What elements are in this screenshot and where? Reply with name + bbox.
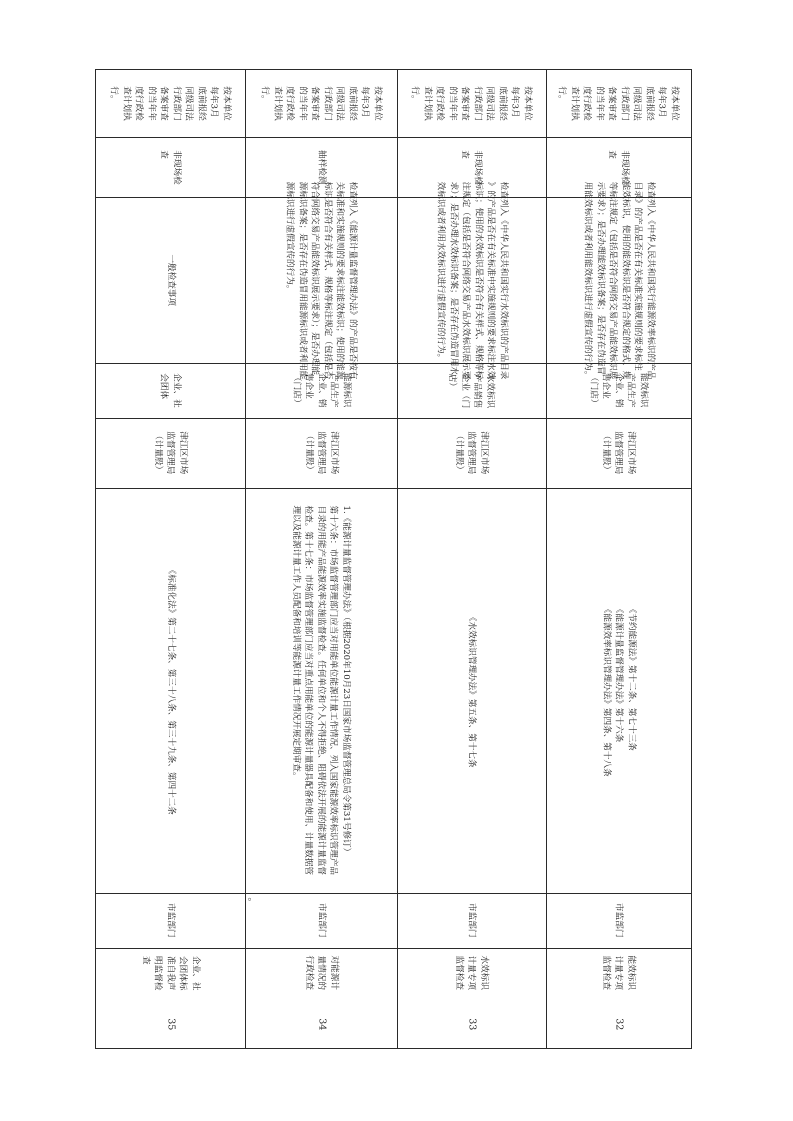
- row-34-frequency: 按本单位 每年3月 底前报经 同级司法 行政部门 备案审查 的当年年 度行政检 查计划执 行。: [259, 86, 383, 121]
- row-35-item: 企业、社 会团体标 准自我声 明监督检 查: [140, 955, 201, 991]
- row-33-content: 检查列入《中华人民共和国实行水效标识的产品目录 》的产品是否在有关标准中实施规则的要求标注水效 标识；使用的水效标识是否符合有关样式、规格等标 注规定（包括是否符合网络交易产品水效标识展示要 求）；是否办理水效标识备案；是否存在伪造冒用水 效标识或者利用水效标识进行虚假宣传的行为。: [435, 181, 509, 379]
- row-32-object: 能效标识 产品生产 企业、销 售企业 （门店）: [588, 373, 649, 408]
- row-34-method: 抽样检测: [316, 149, 327, 185]
- row-35-object: 企业、社 会团体: [159, 373, 182, 408]
- row-32-item: 能效标识 计量专项 监督检查: [601, 955, 637, 991]
- row-33-dept: 市监部门: [466, 903, 477, 938]
- inspection-table: [95, 69, 692, 1049]
- row-32-body: 津江区市场 监督管理局 （计量股）: [601, 431, 637, 475]
- row-33-number: 33: [466, 1017, 478, 1031]
- row-34-body: 津江区市场 监督管理局 （计量股）: [303, 431, 339, 475]
- row-34-number: 34: [316, 1017, 328, 1031]
- row-33-body: 津江区市场 监督管理局 （计量股）: [454, 431, 490, 475]
- row-35-frequency: 按本单位 每年3月 底前报经 同级司法 行政部门 备案审查 的当年年 度行政检 查计划执 行。: [109, 86, 232, 121]
- row-32-content: 检查列入《中华人民共和国实行能源效率标识的产品 目录》的产品是否在有关标准实施规则的要求标注 能效标识，使用的能效标识是否符合规定的格式、规 等标注规定（包括是否符合网络交易产品能效标识展 示要求）；是否办理能效标识备案；是否存在伪造冒 用能效标识或者利用能效标识进行虚假宣传的行为。: [582, 181, 656, 379]
- row-34-item: 对能源计 量情况的 行政检查: [303, 955, 339, 991]
- row-33-item: 水效标识 计量专项 监督检查: [454, 955, 490, 991]
- row-34-object: 能源标识 产品生产 企业、销 售企业 （门店）: [291, 373, 352, 408]
- row-32-number: 32: [613, 1017, 625, 1031]
- row-35-dept: 市监部门: [165, 903, 176, 938]
- row-33-object: 水效标识 产品销售 企业（门 店）: [447, 373, 496, 408]
- row-35-body: 津江区市场 监督管理局 （计量股）: [153, 431, 189, 475]
- row-34-dept: 市监部门: [316, 903, 327, 938]
- row-33-method: 非现场检 查: [460, 149, 483, 185]
- footnote-mark: 。: [246, 897, 258, 907]
- row-32-basis: 《节约能源法》第十二条、第七十三条 《能源计量监督管理办法》第十六条 《能源效率标识管理办法》第四条、第十八条: [601, 604, 637, 777]
- row-35-content: 一般检查事项: [165, 254, 176, 306]
- row-32-method: 非现场检 查: [607, 149, 630, 185]
- row-32-frequency: 按本单位 每年3月 底前报经 同级司法 行政部门 备案审查 的当年年 度行政检 查计划执 行。: [557, 86, 680, 121]
- row-33-frequency: 按本单位 每年3月 底前报经 同级司法 行政部门 备案审查 的当年年 度行政检 查计划执 行。: [410, 86, 533, 121]
- row-33-basis: 《水效标识管理办法》第五条、第十七条: [466, 613, 477, 768]
- row-34-basis: 1.《能源计量监督管理办法》（根据2020年10月23日国家市场监督管理总局令第31号修订） 第十六条：市场监督管理部门应当对用能单位能源计量工作情况、列入国家能源效率标识管理产品 目录的用能产品能源效率实施监督检查。任何单位和个人不得拒绝、阻碍依法开展的能源计量监督 检查。第十七条：市场监督管理部门应当对重点用能单位的能源计量器具配备和使用、计量数据管 理以及能源计量工作人员配备和培训等能源计量工作情况开展定期审查。: [291, 505, 352, 876]
- row-32-dept: 市监部门: [613, 903, 624, 938]
- row-35-basis: 《标准化法》第二十七条、第三十八条、第三十九条、第四十二条: [165, 565, 176, 816]
- row-35-method: 非现场检 查: [159, 149, 182, 185]
- row-34-content: 检查列入《能源计量监督管理办法》的产品是否按有 关标准和实施规则的要求标注能效标识；使用的能源 标识是否符合有关样式、规格等标注规定（包括是否 符合网络交易产品能效标识展示要求）；是否办理能 源标识备案；是否存在伪造冒用能源标识或者利用能 源标识进行虚假宣传的行为。: [285, 181, 358, 379]
- row-35-number: 35: [165, 1017, 177, 1031]
